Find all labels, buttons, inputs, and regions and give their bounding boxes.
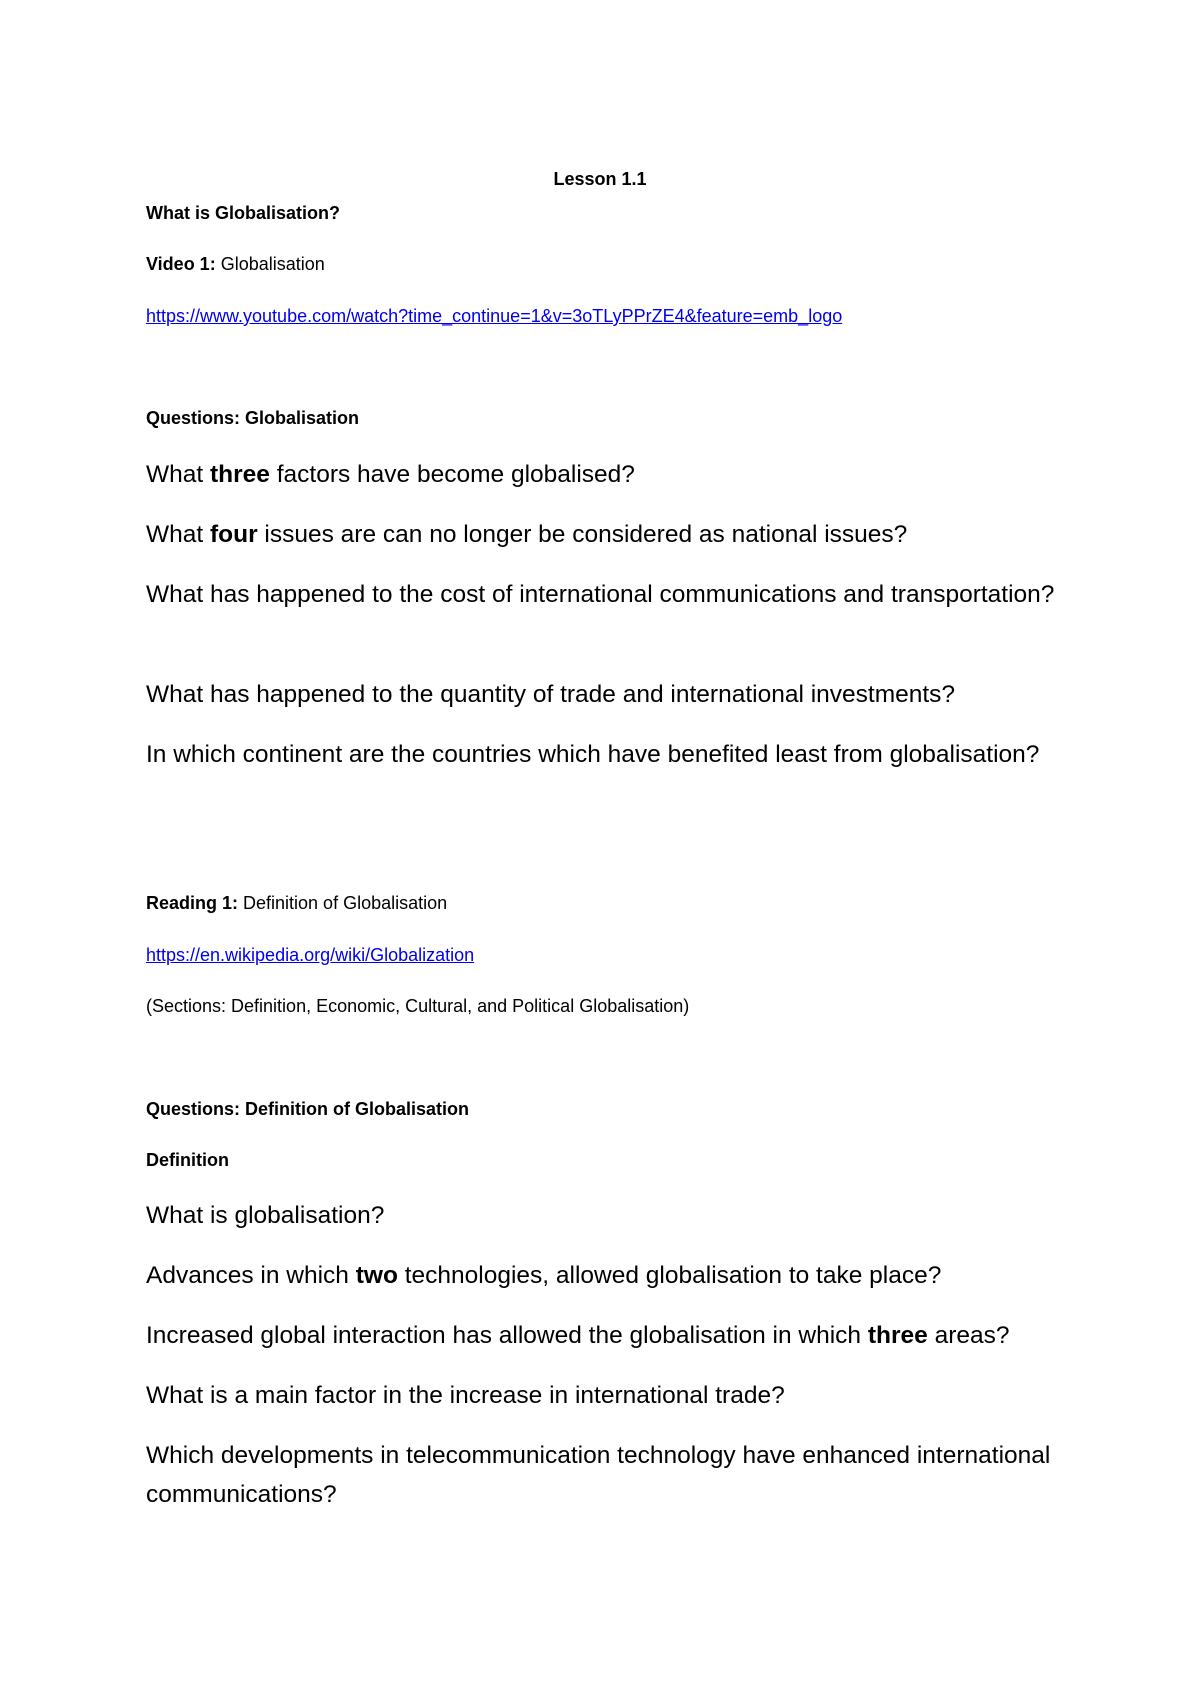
- reading-label: Reading 1:: [146, 893, 239, 913]
- question-1: [146, 455, 1076, 494]
- video-link-line: [146, 305, 1076, 327]
- definition-question-2-emphasis: two: [355, 1262, 398, 1289]
- question-1-text-c: factors have become globalised?: [269, 461, 635, 488]
- lesson-title: Lesson 1.1: [553, 169, 647, 189]
- definition-subheading: Definition: [146, 1150, 229, 1170]
- question-2: [146, 515, 1076, 554]
- definition-question-3: [146, 1316, 1076, 1355]
- definition-question-4: What is a main factor in the increase in international trade?: [146, 1382, 785, 1409]
- reading-title: Definition of Globalisation: [238, 893, 448, 913]
- question-2-emphasis: four: [210, 521, 258, 548]
- definition-question-1: What is globalisation?: [146, 1202, 385, 1229]
- question-5: In which continent are the countries which have benefited least from globalisation?: [146, 741, 1040, 768]
- reading-link[interactable]: https://en.wikipedia.org/wiki/Globalization: [146, 945, 475, 965]
- reading-line: [146, 892, 1076, 914]
- reading-link-line: [146, 944, 1076, 966]
- definition-question-2-text-a: Advances in which: [146, 1262, 356, 1289]
- questions-definition-heading: Questions: Definition of Globalisation: [146, 1099, 469, 1119]
- question-3: What has happened to the cost of international communications and transportation?: [146, 581, 1055, 608]
- definition-question-3-text-a: Increased global interaction has allowed the globalisation in which: [146, 1322, 868, 1349]
- section-heading: What is Globalisation?: [146, 203, 341, 223]
- definition-question-3-text-c: areas?: [927, 1322, 1010, 1349]
- questions-heading: Questions: Globalisation: [146, 408, 360, 428]
- question-2-text-a: What: [146, 521, 210, 548]
- video-label: Video 1:: [146, 254, 216, 274]
- definition-question-2: [146, 1256, 1076, 1295]
- definition-question-3-emphasis: three: [867, 1322, 928, 1349]
- video-line: [146, 253, 1076, 275]
- question-2-text-c: issues are can no longer be considered as national issues?: [257, 521, 908, 548]
- video-link[interactable]: https://www.youtube.com/watch?time_continue=1&v=3oTLyPPrZE4&feature=emb_logo: [146, 306, 843, 326]
- definition-question-2-text-c: technologies, allowed globalisation to take place?: [397, 1262, 942, 1289]
- question-1-text-a: What: [146, 461, 210, 488]
- reading-sections-note: (Sections: Definition, Economic, Cultural, and Political Globalisation): [146, 996, 690, 1016]
- video-title: Globalisation: [215, 254, 325, 274]
- definition-question-5: Which developments in telecommunication technology have enhanced international communications?: [146, 1442, 1051, 1508]
- question-4: What has happened to the quantity of trade and international investments?: [146, 681, 956, 708]
- question-1-emphasis: three: [210, 461, 270, 488]
